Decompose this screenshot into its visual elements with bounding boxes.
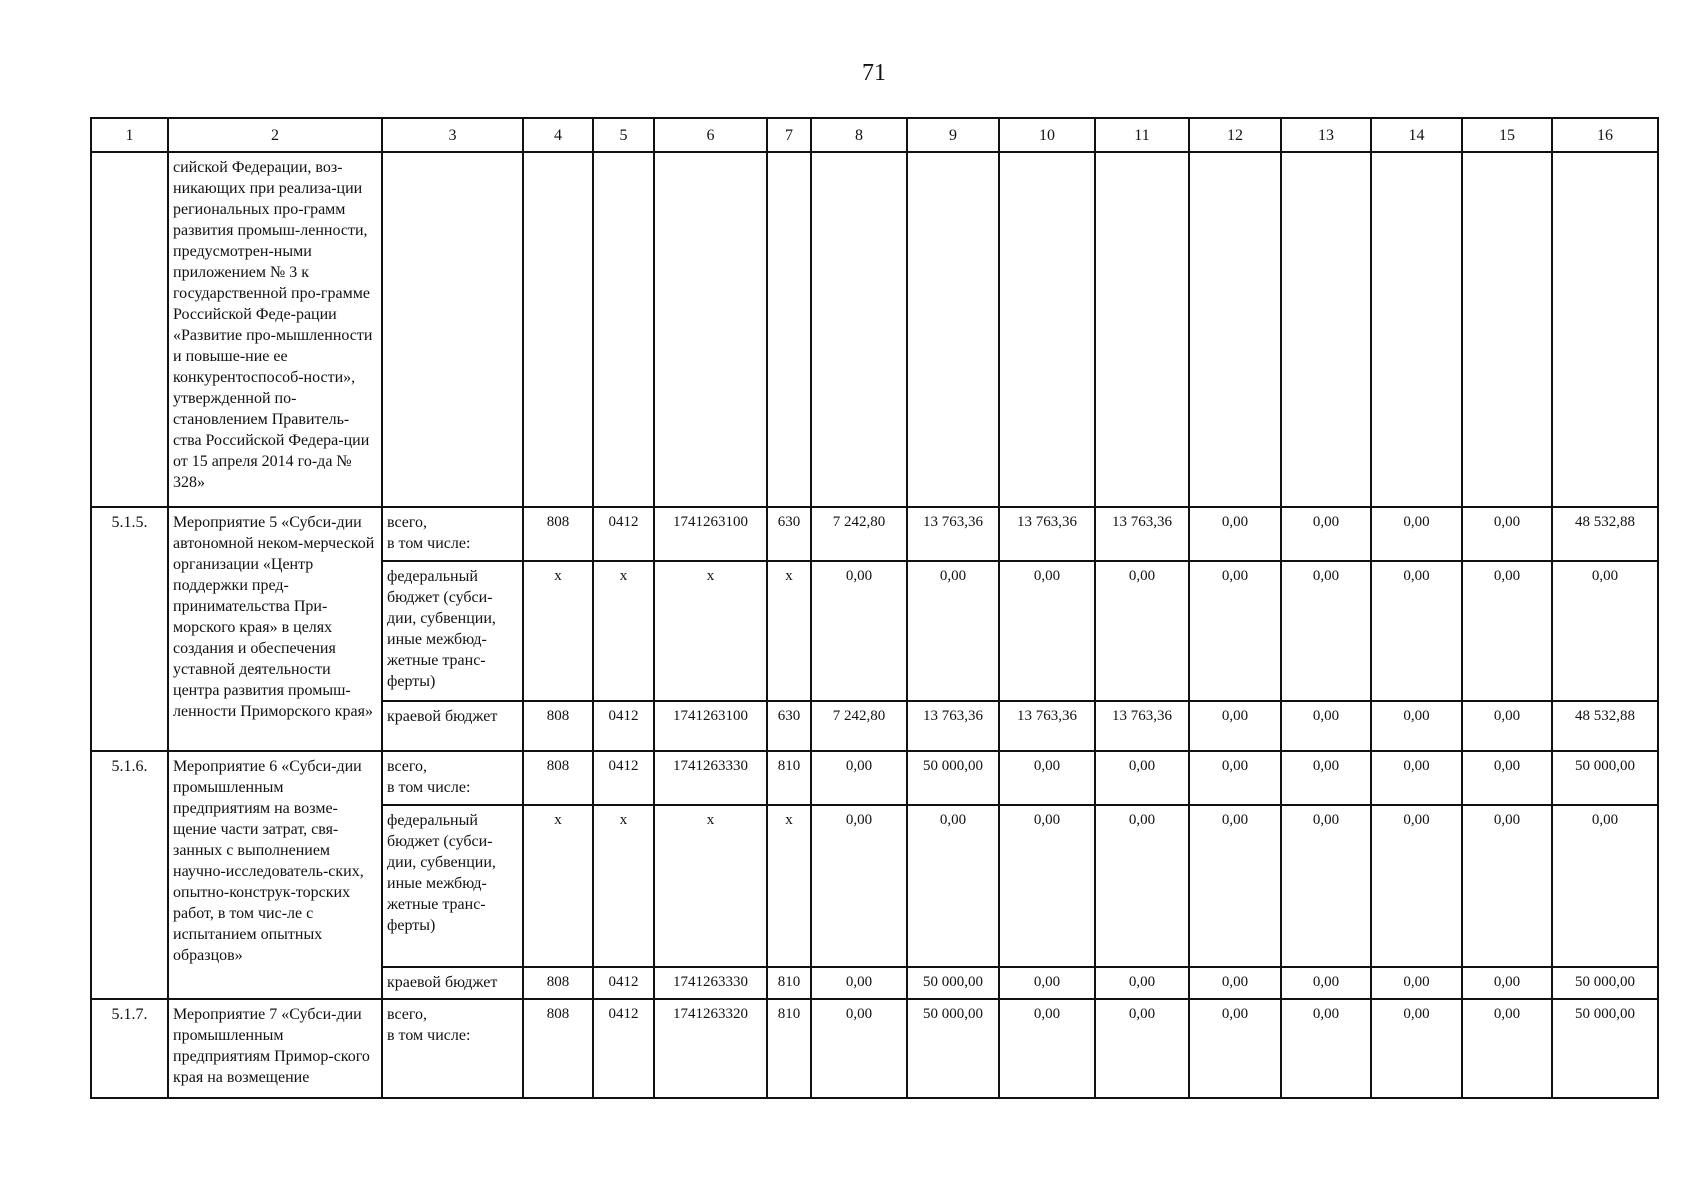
column-header: 3 <box>382 118 523 152</box>
page-number: 71 <box>862 60 886 86</box>
column-header: 15 <box>1462 118 1552 152</box>
cell-description: Мероприятие 7 «Субси-дии промышленным предприятиям Примор-ского края на возмещение <box>168 999 382 1098</box>
cell-funding-source: федеральный бюджет (субси-дии, субвенции, иные межбюд-жетные транс-ферты) <box>382 805 523 967</box>
cell-empty <box>811 152 907 507</box>
cell-value-9: 50 000,00 <box>907 967 999 999</box>
cell-value-11: 13 763,36 <box>1095 701 1189 751</box>
cell-value-14: 0,00 <box>1371 805 1462 967</box>
cell-empty <box>593 152 654 507</box>
cell-value-9: 50 000,00 <box>907 999 999 1098</box>
cell-col-4: x <box>523 805 593 967</box>
cell-value-12: 0,00 <box>1189 561 1281 701</box>
cell-value-12: 0,00 <box>1189 701 1281 751</box>
cell-empty <box>1371 152 1462 507</box>
cell-value-8: 0,00 <box>811 967 907 999</box>
cell-code <box>91 152 168 507</box>
column-number-row <box>91 118 1658 152</box>
cell-value-14: 0,00 <box>1371 701 1462 751</box>
cell-value-8: 0,00 <box>811 999 907 1098</box>
cell-empty <box>1095 152 1189 507</box>
cell-col-5: 0412 <box>593 701 654 751</box>
cell-empty <box>523 152 593 507</box>
cell-value-14: 0,00 <box>1371 561 1462 701</box>
cell-code: 5.1.7. <box>91 999 168 1098</box>
cell-col-6: 1741263320 <box>654 999 767 1098</box>
cell-col-7: 810 <box>767 751 811 805</box>
cell-col-4: 808 <box>523 967 593 999</box>
cell-col-7: x <box>767 561 811 701</box>
cell-value-11: 0,00 <box>1095 999 1189 1098</box>
cell-value-10: 0,00 <box>999 805 1095 967</box>
column-header: 2 <box>168 118 382 152</box>
column-header: 6 <box>654 118 767 152</box>
cell-col-5: 0412 <box>593 751 654 805</box>
cell-value-12: 0,00 <box>1189 805 1281 967</box>
column-header: 1 <box>91 118 168 152</box>
cell-col-6: 1741263100 <box>654 507 767 561</box>
cell-value-13: 0,00 <box>1281 967 1371 999</box>
cell-value-16: 48 532,88 <box>1552 507 1658 561</box>
cell-value-16: 50 000,00 <box>1552 999 1658 1098</box>
cell-empty <box>1462 152 1552 507</box>
cell-col-5: x <box>593 561 654 701</box>
cell-col-6: 1741263100 <box>654 701 767 751</box>
cell-col-7: 630 <box>767 701 811 751</box>
cell-funding-source: краевой бюджет <box>382 967 523 999</box>
cell-code: 5.1.5. <box>91 507 168 751</box>
cell-col-5: 0412 <box>593 999 654 1098</box>
column-header: 8 <box>811 118 907 152</box>
column-header: 7 <box>767 118 811 152</box>
cell-value-11: 13 763,36 <box>1095 507 1189 561</box>
table-row <box>91 999 1658 1098</box>
cell-funding-source: федеральный бюджет (субси-дии, субвенции, иные межбюд-жетные транс-ферты) <box>382 561 523 701</box>
cell-value-13: 0,00 <box>1281 805 1371 967</box>
cell-value-14: 0,00 <box>1371 999 1462 1098</box>
cell-value-15: 0,00 <box>1462 999 1552 1098</box>
cell-col-5: x <box>593 805 654 967</box>
cell-value-9: 13 763,36 <box>907 701 999 751</box>
cell-value-8: 0,00 <box>811 751 907 805</box>
cell-value-12: 0,00 <box>1189 507 1281 561</box>
cell-col-7: 630 <box>767 507 811 561</box>
cell-value-12: 0,00 <box>1189 967 1281 999</box>
cell-col-7: 810 <box>767 999 811 1098</box>
cell-value-10: 13 763,36 <box>999 701 1095 751</box>
cell-value-15: 0,00 <box>1462 561 1552 701</box>
cell-value-15: 0,00 <box>1462 805 1552 967</box>
cell-value-11: 0,00 <box>1095 561 1189 701</box>
cell-description: Мероприятие 5 «Субси-дии автономной неком-мерческой организации «Центр поддержки пред-принимательства При-морского края» в целях создания и обеспечения уставной деятельности центра развития промыш-ленности Приморского края» <box>168 507 382 751</box>
cell-code: 5.1.6. <box>91 751 168 999</box>
cell-col-5: 0412 <box>593 507 654 561</box>
cell-col-5: 0412 <box>593 967 654 999</box>
cell-value-16: 50 000,00 <box>1552 967 1658 999</box>
cell-col-4: 808 <box>523 701 593 751</box>
cell-value-11: 0,00 <box>1095 805 1189 967</box>
cell-empty <box>1281 152 1371 507</box>
table-row <box>91 507 1658 561</box>
cell-value-12: 0,00 <box>1189 999 1281 1098</box>
continuation-row <box>91 152 1658 507</box>
cell-value-8: 0,00 <box>811 805 907 967</box>
cell-col-6: 1741263330 <box>654 967 767 999</box>
column-header: 5 <box>593 118 654 152</box>
cell-value-8: 0,00 <box>811 561 907 701</box>
cell-value-14: 0,00 <box>1371 751 1462 805</box>
cell-value-15: 0,00 <box>1462 751 1552 805</box>
cell-empty <box>654 152 767 507</box>
cell-empty <box>1189 152 1281 507</box>
cell-col-6: x <box>654 805 767 967</box>
cell-value-14: 0,00 <box>1371 967 1462 999</box>
cell-value-10: 0,00 <box>999 999 1095 1098</box>
cell-description: Мероприятие 6 «Субси-дии промышленным предприятиям на возме-щение части затрат, свя-занных с выполнением научно-исследователь-ских, опытно-конструк-торских работ, в том чис-ле с испытанием опытных образцов» <box>168 751 382 999</box>
cell-value-13: 0,00 <box>1281 999 1371 1098</box>
cell-value-10: 0,00 <box>999 967 1095 999</box>
cell-value-10: 13 763,36 <box>999 507 1095 561</box>
cell-value-9: 0,00 <box>907 561 999 701</box>
cell-value-13: 0,00 <box>1281 507 1371 561</box>
cell-col-4: 808 <box>523 999 593 1098</box>
cell-value-12: 0,00 <box>1189 751 1281 805</box>
column-header: 9 <box>907 118 999 152</box>
column-header: 14 <box>1371 118 1462 152</box>
cell-empty <box>999 152 1095 507</box>
cell-value-10: 0,00 <box>999 561 1095 701</box>
column-header: 4 <box>523 118 593 152</box>
cell-value-11: 0,00 <box>1095 751 1189 805</box>
cell-empty <box>382 152 523 507</box>
cell-value-9: 13 763,36 <box>907 507 999 561</box>
cell-value-16: 0,00 <box>1552 561 1658 701</box>
column-header: 13 <box>1281 118 1371 152</box>
cell-value-13: 0,00 <box>1281 701 1371 751</box>
cell-col-6: 1741263330 <box>654 751 767 805</box>
cell-col-4: 808 <box>523 751 593 805</box>
column-header: 16 <box>1552 118 1658 152</box>
cell-funding-source: всего, в том числе: <box>382 751 523 805</box>
cell-funding-source: всего, в том числе: <box>382 999 523 1098</box>
cell-value-9: 0,00 <box>907 805 999 967</box>
column-header: 10 <box>999 118 1095 152</box>
cell-value-15: 0,00 <box>1462 967 1552 999</box>
column-header: 11 <box>1095 118 1189 152</box>
cell-value-13: 0,00 <box>1281 561 1371 701</box>
cell-col-4: 808 <box>523 507 593 561</box>
cell-empty <box>907 152 999 507</box>
cell-empty <box>767 152 811 507</box>
table-row <box>91 751 1658 805</box>
cell-value-15: 0,00 <box>1462 507 1552 561</box>
cell-value-15: 0,00 <box>1462 701 1552 751</box>
cell-value-14: 0,00 <box>1371 507 1462 561</box>
column-header: 12 <box>1189 118 1281 152</box>
cell-funding-source: всего, в том числе: <box>382 507 523 561</box>
cell-funding-source: краевой бюджет <box>382 701 523 751</box>
cell-value-8: 7 242,80 <box>811 507 907 561</box>
cell-value-13: 0,00 <box>1281 751 1371 805</box>
cell-value-11: 0,00 <box>1095 967 1189 999</box>
cell-col-6: x <box>654 561 767 701</box>
cell-description: сийской Федерации, воз-никающих при реализа-ции региональных про-грамм развития промыш-ленности, предусмотрен-ными приложением № 3 к государственной про-грамме Российской Феде-рации «Развитие про-мышленности и повыше-ние ее конкурентоспособ-ности», утвержденной по-становлением Правитель-ства Российской Федера-ции от 15 апреля 2014 го-да № 328» <box>168 152 382 507</box>
cell-value-16: 0,00 <box>1552 805 1658 967</box>
budget-table <box>90 117 1659 1099</box>
cell-empty <box>1552 152 1658 507</box>
cell-value-10: 0,00 <box>999 751 1095 805</box>
cell-col-7: 810 <box>767 967 811 999</box>
cell-value-9: 50 000,00 <box>907 751 999 805</box>
cell-col-7: x <box>767 805 811 967</box>
cell-value-16: 48 532,88 <box>1552 701 1658 751</box>
cell-value-16: 50 000,00 <box>1552 751 1658 805</box>
cell-value-8: 7 242,80 <box>811 701 907 751</box>
cell-col-4: x <box>523 561 593 701</box>
